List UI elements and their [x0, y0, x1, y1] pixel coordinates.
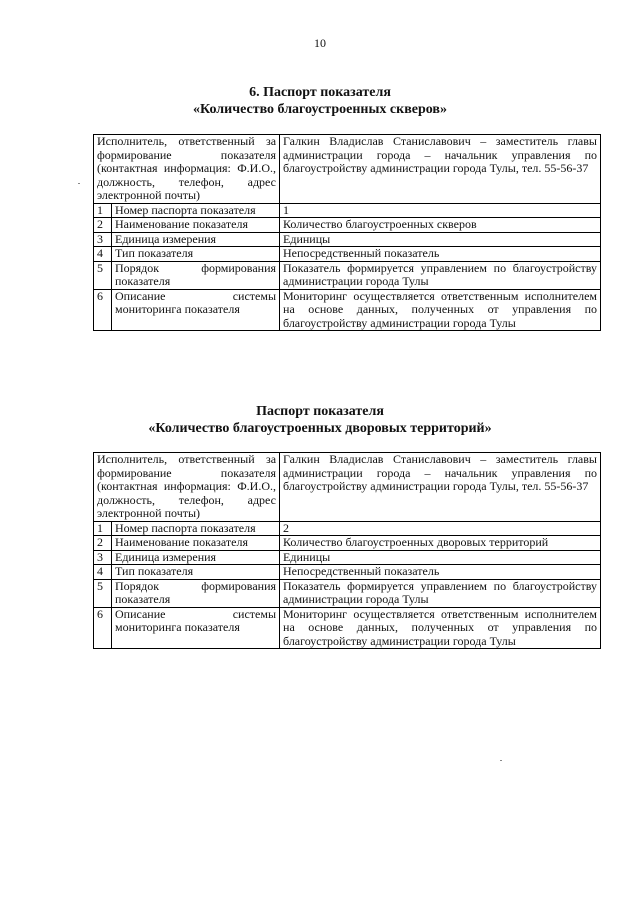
- table-row: [94, 247, 601, 262]
- row-label: Описание системы мониторинга показателя: [112, 607, 280, 649]
- row-value: Количество благоустроенных дворовых территорий: [280, 536, 601, 551]
- row-value: Непосредственный показатель: [280, 247, 601, 262]
- row-label: Номер паспорта показателя: [112, 203, 280, 218]
- row-label: Наименование показателя: [112, 536, 280, 551]
- row-label: Тип показателя: [112, 247, 280, 262]
- table-row: [94, 453, 601, 522]
- row-value: Мониторинг осуществляется ответственным исполнителем на основе данных, полученных от управления по благоустройству администрации города Тулы: [280, 289, 601, 331]
- passport-heading: Паспорт показателя: [256, 404, 384, 419]
- row-number: 6: [94, 607, 112, 649]
- row-number: 6: [94, 289, 112, 331]
- passport-title-1: [0, 84, 640, 118]
- row-number: 1: [94, 203, 112, 218]
- table-row: [94, 550, 601, 565]
- passport-heading: 6. Паспорт показателя: [249, 85, 391, 100]
- row-label: Порядок формирования показателя: [112, 579, 280, 607]
- row-value: Показатель формируется управлением по благоустройству администрации города Тулы: [280, 579, 601, 607]
- row-number: 1: [94, 521, 112, 536]
- row-label: Единица измерения: [112, 232, 280, 247]
- row-value: 1: [280, 203, 601, 218]
- passport-table-1: [93, 134, 601, 331]
- row-label: Описание системы мониторинга показателя: [112, 289, 280, 331]
- row-number: 3: [94, 550, 112, 565]
- row-label: Наименование показателя: [112, 218, 280, 233]
- table-row: [94, 261, 601, 289]
- row-number: 5: [94, 261, 112, 289]
- scan-speck: [500, 760, 502, 761]
- table-row: [94, 536, 601, 551]
- row-number: 5: [94, 579, 112, 607]
- row-label: Номер паспорта показателя: [112, 521, 280, 536]
- executor-label: Исполнитель, ответственный за формирование показателя (контактная информация: Ф.И.О., должность, телефон, адрес электронной почты): [94, 135, 280, 204]
- row-number: 4: [94, 247, 112, 262]
- row-value: Показатель формируется управлением по благоустройству администрации города Тулы: [280, 261, 601, 289]
- table-row: [94, 521, 601, 536]
- row-label: Единица измерения: [112, 550, 280, 565]
- passport-table-2: [93, 452, 601, 649]
- table-row: [94, 289, 601, 331]
- row-number: 2: [94, 218, 112, 233]
- row-value: Количество благоустроенных скверов: [280, 218, 601, 233]
- table-row: [94, 203, 601, 218]
- table-row: [94, 232, 601, 247]
- row-number: 4: [94, 565, 112, 580]
- row-value: Непосредственный показатель: [280, 565, 601, 580]
- passport-subheading: «Количество благоустроенных дворовых территорий»: [148, 421, 492, 436]
- row-value: Единицы: [280, 550, 601, 565]
- row-value: Мониторинг осуществляется ответственным исполнителем на основе данных, полученных от управления по благоустройству администрации города Тулы: [280, 607, 601, 649]
- table-row: [94, 565, 601, 580]
- executor-label: Исполнитель, ответственный за формирование показателя (контактная информация: Ф.И.О., должность, телефон, адрес электронной почты): [94, 453, 280, 522]
- table-row: [94, 218, 601, 233]
- row-label: Порядок формирования показателя: [112, 261, 280, 289]
- row-number: 3: [94, 232, 112, 247]
- row-value: 2: [280, 521, 601, 536]
- page-number: 10: [314, 36, 326, 50]
- row-number: 2: [94, 536, 112, 551]
- scan-speck: [78, 183, 80, 184]
- executor-value: Галкин Владислав Станиславович – заместитель главы администрации города – начальник управления по благоустройству администрации города Тулы, тел. 55-56-37: [280, 135, 601, 204]
- passport-subheading: «Количество благоустроенных скверов»: [193, 102, 447, 117]
- executor-value: Галкин Владислав Станиславович – заместитель главы администрации города – начальник управления по благоустройству администрации города Тулы, тел. 55-56-37: [280, 453, 601, 522]
- table-row: [94, 579, 601, 607]
- table-row: [94, 607, 601, 649]
- table-row: [94, 135, 601, 204]
- row-value: Единицы: [280, 232, 601, 247]
- row-label: Тип показателя: [112, 565, 280, 580]
- passport-title-2: [0, 403, 640, 437]
